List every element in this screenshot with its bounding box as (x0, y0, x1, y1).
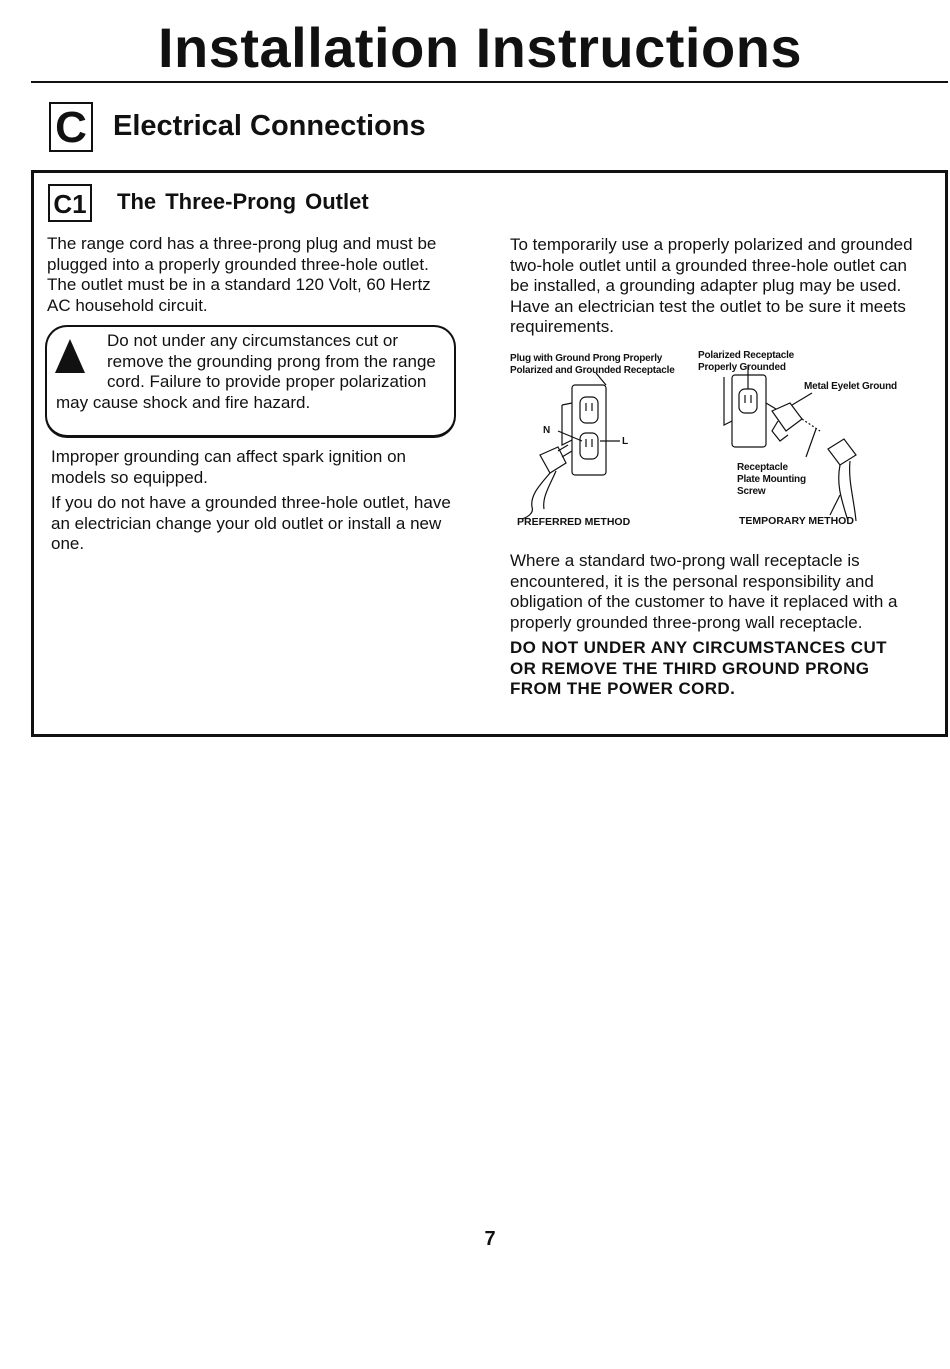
title-divider (31, 81, 948, 83)
left-intro-paragraph: The range cord has a three-prong plug and must be plugged into a properly grounded three-hole outlet. The outlet must be in a standard 120 Volt, 60 Hertz AC household circuit. (47, 234, 437, 315)
figure-label-neutral: N (543, 425, 551, 436)
figure-label-screw-line-2: Plate Mounting (737, 474, 806, 485)
figure-label-line: L (622, 436, 628, 447)
bold-warning-text: DO NOT UNDER ANY CIRCUMSTANCES CUT OR REMOVE THE THIRD GROUND PRONG FROM THE POWER CORD. (510, 638, 887, 698)
page-title: Installation Instructions (157, 16, 803, 79)
figure-label-receptacle-line-2: Properly Grounded (698, 362, 786, 373)
figure-caption-temporary: TEMPORARY METHOD (739, 515, 854, 527)
section-title: Electrical Connections (113, 110, 426, 142)
figure-label-screw-line-3: Screw (737, 486, 766, 497)
figure-label-receptacle-line-1: Polarized Receptacle (698, 350, 795, 361)
warning-text: Do not under any circumstances cut or remove the grounding prong from the range cord. Failure to provide proper polarization may cause shock and fire hazard. (56, 331, 436, 412)
right-paragraph-receptacle: Where a standard two-prong wall receptacle is encountered, it is the personal responsibility and obligation of the customer to have it replaced with a properly grounded three-prong wall receptacle. (510, 551, 898, 632)
subsection-title: The Three-Prong Outlet (117, 189, 369, 214)
figure-label-screw-line-1: Receptacle (737, 462, 788, 473)
outlet-diagram (510, 345, 910, 535)
figure-caption-preferred: PREFERRED METHOD (517, 516, 631, 528)
figure-label-plug-line-1: Plug with Ground Prong Properly (510, 353, 663, 364)
left-paragraph-outlet: If you do not have a grounded three-hole outlet, have an electrician change your old outlet or install a new one. (51, 493, 451, 553)
subsection-code-box: C1 (48, 184, 92, 222)
figure-label-eyelet: Metal Eyelet Ground (804, 381, 897, 392)
left-paragraph-ignition: Improper grounding can affect spark ignition on models so equipped. (51, 447, 407, 487)
figure-label-plug-line-2: Polarized and Grounded Receptacle (510, 365, 675, 376)
section-letter-box: C (49, 102, 93, 152)
right-intro-paragraph: To temporarily use a properly polarized and grounded two-hole outlet until a grounded three-hole outlet can be installed, a grounding adapter plug may be used. Have an electrician test the outlet to be sure it meets requirements. (510, 235, 913, 336)
page-number: 7 (484, 1228, 496, 1250)
